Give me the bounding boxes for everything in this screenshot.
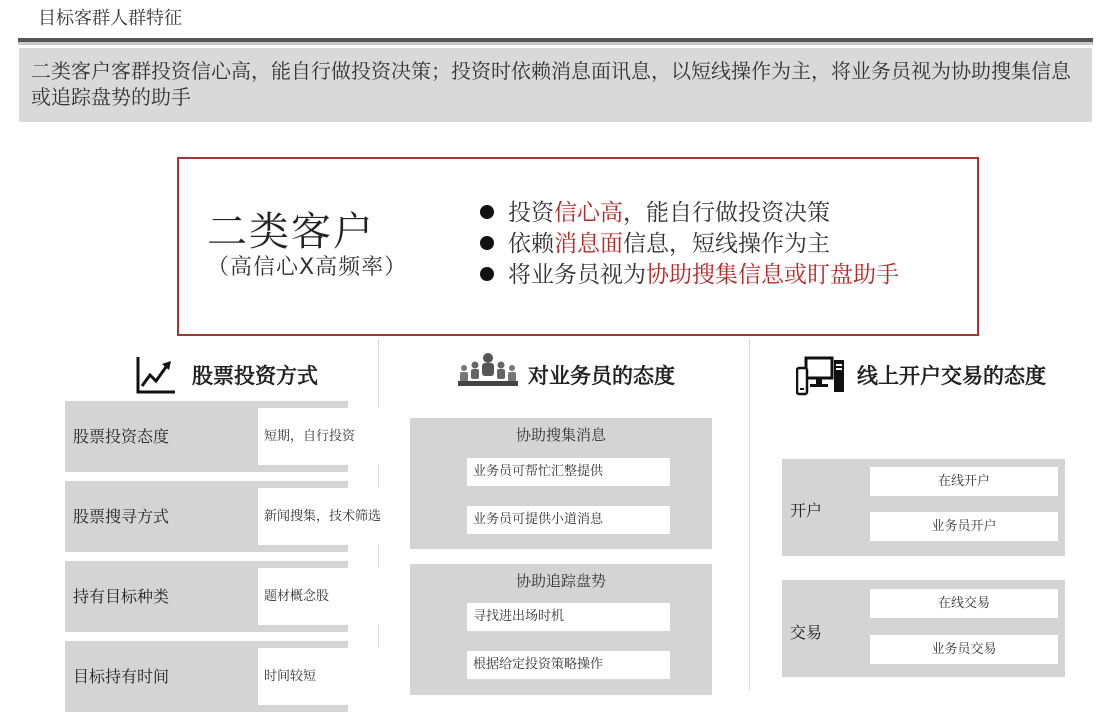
row-label: 股票投资态度 [73, 427, 170, 446]
segment-subtitle: （高信心X高频率） [207, 255, 408, 280]
group-label: 交易 [790, 623, 823, 642]
row-label: 持有目标种类 [73, 587, 170, 606]
row-value: 新闻搜集，技术筛选 [258, 488, 406, 545]
group-item: 业务员可帮忙汇整提供 [467, 458, 670, 486]
segment-title: 二类客户 [207, 209, 375, 255]
group-title: 协助搜集消息 [515, 426, 606, 444]
bullet-text: 投资 [508, 200, 554, 226]
bullet-highlight: 信心高 [554, 200, 623, 226]
bullet-text: ，能自行做投资决策 [623, 200, 830, 226]
bullet-text: 依赖 [508, 231, 554, 257]
group-item: 根据给定投资策略操作 [467, 651, 670, 679]
group-item: 在线交易 [870, 589, 1058, 618]
row-value: 时间较短 [258, 648, 406, 705]
summary-text: 二类客户客群投资信心高，能自行做投资决策；投资时依赖消息面讯息，以短线操作为主，将业务员视为协助搜集信息或追踪盘势的助手 [31, 59, 1071, 109]
bullet-highlight: 消息面 [554, 231, 623, 257]
group-item: 寻找进出场时机 [467, 603, 670, 631]
segment-bullets [480, 198, 899, 291]
line-chart-icon [135, 355, 177, 399]
bullet-item [480, 198, 899, 229]
column-divider [749, 340, 750, 690]
row-label: 股票搜寻方式 [73, 507, 170, 526]
row-label: 目标持有时间 [73, 667, 170, 686]
investment-row [65, 401, 356, 472]
investment-row [65, 481, 382, 552]
bullet-text: 将业务员视为 [508, 262, 646, 288]
group-item: 在线开户 [870, 467, 1058, 496]
col2-header: 对业务员的态度 [528, 364, 675, 388]
investment-row [65, 641, 348, 712]
bullet-text: 信息，短线操作为主 [623, 231, 830, 257]
investment-row [65, 561, 348, 632]
row-value: 短期，自行投资 [258, 408, 406, 465]
group-label: 开户 [790, 501, 823, 520]
group-item: 业务员可提供小道消息 [467, 506, 670, 534]
bullet-dot-icon [480, 267, 494, 281]
page-title: 目标客群人群特征 [38, 8, 182, 29]
row-value: 题材概念股 [258, 568, 406, 625]
group-item: 业务员开户 [870, 512, 1058, 541]
header-divider-shadow [18, 42, 1093, 45]
bullet-dot-icon [480, 236, 494, 250]
group-item: 业务员交易 [870, 635, 1058, 664]
group-title: 协助追踪盘势 [515, 572, 606, 590]
bullet-highlight: 协助搜集信息或盯盘助手 [646, 262, 899, 288]
col1-header: 股票投资方式 [192, 364, 318, 388]
bullet-item [480, 229, 899, 260]
team-meeting-icon [458, 352, 518, 392]
computer-icon [796, 356, 846, 400]
bullet-dot-icon [480, 205, 494, 219]
bullet-item [480, 260, 899, 291]
col3-header: 线上开户交易的态度 [857, 364, 1046, 388]
summary-banner [19, 48, 1092, 122]
